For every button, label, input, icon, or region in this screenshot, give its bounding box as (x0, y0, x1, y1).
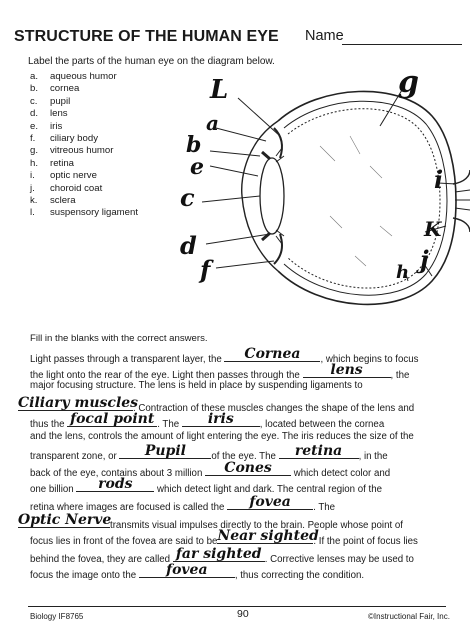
footer-course-code: Biology IF8765 (30, 612, 84, 621)
footer-copyright: ©Instructional Fair, Inc. (368, 612, 450, 621)
paragraph-line: retina where images are focused is called the fovea . The (30, 494, 336, 513)
label-d: d (180, 231, 197, 260)
blank-retina[interactable]: retina (279, 447, 359, 459)
blank-fovea-2[interactable]: fovea (139, 566, 235, 578)
paragraph-line: the light onto the rear of the eye. Light then passes through the lens , the (30, 362, 410, 381)
label-f: f (200, 255, 211, 284)
paragraph-line: and the lens, controls the amount of light entering the eye. The iris reduces the size of the (30, 431, 414, 442)
blank-ciliary[interactable]: Ciliary muscles (18, 395, 139, 411)
label-h: h (396, 262, 410, 283)
worksheet-title: STRUCTURE OF THE HUMAN EYE (14, 28, 279, 45)
label-L: L (210, 75, 229, 105)
term-item: c. pupil (30, 95, 71, 107)
label-a: a (206, 111, 219, 135)
paragraph-line: transparent zone, or Pupil of the eye. The retina , in the (30, 443, 388, 462)
term-item: j. choroid coat (30, 182, 103, 194)
paragraph-line: Light passes through a transparent layer, the Cornea , which begins to focus (30, 346, 419, 365)
term-item: e. iris (30, 120, 63, 132)
paragraph-line: focus the image onto the fovea , thus correcting the condition. (30, 562, 365, 581)
term-item: i. optic nerve (30, 170, 97, 182)
paragraph-instruction: Fill in the blanks with the correct answers. (30, 333, 208, 344)
eye-diagram (170, 66, 470, 326)
term-item: g. vitreous humor (30, 145, 114, 157)
label-i: i (434, 165, 444, 194)
label-K: K (424, 217, 442, 241)
paragraph-line: thus the focal point . The iris , located between the cornea (30, 411, 385, 430)
term-item: k. sclera (30, 194, 76, 206)
term-item: l. suspensory ligament (30, 207, 138, 219)
label-e: e (190, 154, 204, 180)
term-item: b. cornea (30, 83, 80, 95)
footer-divider (28, 606, 446, 607)
name-line (342, 44, 462, 45)
label-c: c (180, 183, 195, 212)
blank-near-sighted[interactable]: Near sighted (217, 528, 319, 544)
diagram-instruction: Label the parts of the human eye on the diagram below. (28, 56, 275, 67)
paragraph-line: behind the fovea, they are called far sighted . Corrective lenses may be used to (30, 546, 414, 565)
blank-focal-point[interactable]: focal point (67, 415, 157, 427)
blank-iris[interactable]: iris (182, 415, 260, 427)
label-b: b (186, 132, 202, 158)
blank-pupil[interactable]: Pupil (119, 447, 211, 459)
paragraph-line: focus lies in front of the fovea are said to be Near sighted . If the point of focus lies (30, 528, 418, 547)
term-item: d. lens (30, 108, 68, 120)
blank-lens[interactable]: lens (303, 366, 391, 378)
page-number: 90 (237, 608, 249, 620)
paragraph-line: major focusing structure. The lens is held in place by suspending ligaments to (30, 380, 363, 391)
paragraph-line: Optic Nerve transmits visual impulses directly to the brain. People whose point of (18, 512, 403, 531)
term-item: f. ciliary body (30, 132, 98, 144)
blank-rods[interactable]: rods (76, 480, 154, 492)
paragraph-line: back of the eye, contains about 3 million Cones which detect color and (30, 460, 391, 479)
paragraph-line: one billion rods which detect light and dark. The central region of the (30, 476, 382, 495)
term-item: a. aqueous humor (30, 71, 117, 82)
paragraph-line: Ciliary muscles . Contraction of these muscles changes the shape of the lens and (18, 395, 415, 414)
term-item: h. retina (30, 157, 74, 169)
term-list (30, 71, 138, 220)
blank-optic-nerve[interactable]: Optic Nerve (18, 512, 112, 528)
blank-fovea[interactable]: fovea (227, 498, 313, 510)
label-g: g (398, 66, 419, 100)
blank-cones[interactable]: Cones (205, 464, 291, 476)
blank-far-sighted[interactable]: far sighted (173, 550, 265, 562)
name-label: Name (305, 28, 344, 44)
blank-cornea[interactable]: Cornea (224, 350, 320, 362)
label-j: j (420, 245, 429, 274)
